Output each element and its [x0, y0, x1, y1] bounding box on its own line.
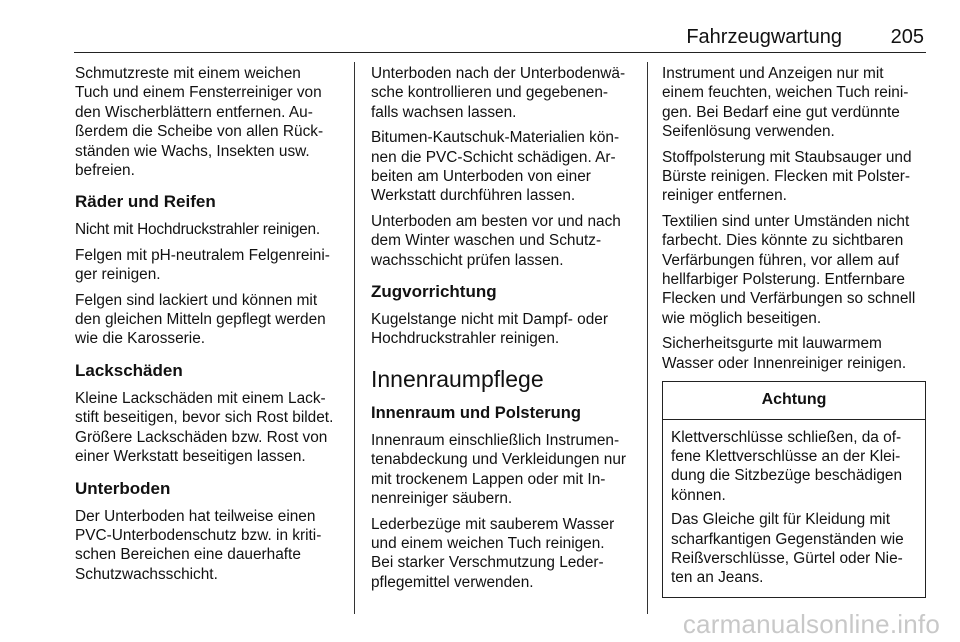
text-line: sche kontrollieren und gegebenen- [371, 84, 609, 102]
text-line: und einem weichen Tuch reinigen. [371, 534, 605, 552]
text-line: schen Bereichen eine dauerhafte [75, 546, 301, 564]
text-line: Bei starker Verschmutzung Leder- [371, 554, 604, 572]
text-line: dung die Sitzbezüge beschädigen [671, 467, 903, 485]
text-line: Größere Lackschäden bzw. Rost von [75, 428, 328, 446]
text-line: Das Gleiche gilt für Kleidung mit [671, 511, 890, 529]
text-line: wachsschicht prüfen lassen. [371, 251, 564, 269]
text-line: ständen wie Wachs, Insekten usw. [75, 142, 310, 160]
text-line: Reißverschlüsse, Gürtel oder Nie- [671, 549, 903, 567]
text-line: falls wachsen lassen. [371, 103, 517, 121]
text-line: können. [671, 486, 726, 504]
paragraph-underbody [75, 507, 345, 585]
caution-body [663, 420, 925, 597]
page-header [74, 22, 926, 52]
paragraph-seat-belts [662, 334, 928, 373]
paragraph-wiper-cleaning [75, 64, 345, 180]
text-line: PVC-Unterbodenschutz bzw. in kriti- [75, 526, 322, 544]
text-line: den gleichen Mitteln gepflegt werden [75, 311, 326, 329]
paragraph-underbody-winter [371, 212, 641, 270]
caution-paragraph-1 [671, 428, 917, 506]
text-line: gen. Bei Bedarf eine gut verdünnte [662, 103, 900, 121]
text-line: einem feuchten, weichen Tuch reini- [662, 84, 909, 102]
text-line: Flecken und Verfärbungen so schnell [662, 290, 916, 308]
text-line: ten an Jeans. [671, 569, 764, 587]
text-line: Stoffpolsterung mit Staubsauger und [662, 148, 912, 166]
text-line: Lederbezüge mit sauberem Wasser [371, 515, 615, 533]
paragraph-wheels-3 [75, 291, 345, 349]
caution-title: Achtung [663, 382, 925, 419]
text-line: Tuch und einem Fensterreiniger von [75, 84, 322, 102]
text-line: Der Unterboden hat teilweise einen [75, 507, 316, 525]
text-line: Instrument und Anzeigen nur mit [662, 65, 884, 82]
heading-towing-device: Zugvorrichtung [371, 282, 497, 302]
text-line: nenreiniger säubern. [371, 490, 513, 508]
text-line: Kleine Lackschäden mit einem Lack- [75, 389, 326, 407]
column-3 [662, 64, 928, 598]
text-line: den Wischerblättern entfernen. Au- [75, 103, 313, 121]
text-line: befreien. [75, 162, 135, 180]
paragraph-fabric-upholstery [662, 148, 928, 206]
text-line: ger reinigen. [75, 266, 161, 284]
paragraph-leather [371, 515, 641, 593]
text-line: Felgen mit pH-neutralem Felgenreini- [75, 246, 330, 264]
text-line: Bürste reinigen. Flecken mit Polster- [662, 168, 911, 186]
text-line: Kugelstange nicht mit Dampf- oder [371, 311, 608, 329]
text-line: Bitumen-Kautschuk-Materialien kön- [371, 129, 620, 147]
text-line: Unterboden nach der Unterbodenwä- [371, 65, 626, 82]
text-line: wie möglich beseitigen. [662, 309, 822, 327]
heading-interior-care: Innenraumpflege [371, 365, 544, 392]
text-line: Klettverschlüsse schließen, da of- [671, 428, 902, 446]
text-line: Textilien sind unter Umständen nicht [662, 212, 910, 230]
text-line: reiniger entfernen. [662, 187, 787, 205]
heading-interior-upholstery: Innenraum und Polsterung [371, 403, 581, 422]
paragraph-paint-damage [75, 389, 345, 467]
text-line: dem Winter waschen und Schutz- [371, 232, 602, 250]
page-title: Fahrzeugwartung [686, 26, 842, 48]
text-line: wie die Karosserie. [75, 330, 206, 348]
text-line: hellfarbiger Polsterung. Entfernbare [662, 271, 905, 289]
paragraph-towing [371, 310, 641, 349]
paragraph-underbody-check [371, 64, 641, 122]
text-line: Schmutzreste mit einem weichen [75, 65, 301, 82]
heading-underbody: Unterboden [75, 478, 171, 498]
text-line: Wasser oder Innenreiniger reinigen. [662, 354, 907, 372]
text-line: Seifenlösung verwenden. [662, 123, 835, 141]
page-number: 205 [890, 26, 924, 48]
header-rule [74, 52, 926, 53]
caution-box [662, 381, 926, 598]
heading-paint-damage: Lackschäden [75, 360, 183, 380]
text-line: scharfkantigen Gegenständen wie [671, 530, 904, 548]
text-line: Unterboden am besten vor und nach [371, 212, 621, 230]
caution-paragraph-2 [671, 510, 917, 588]
paragraph-textiles [662, 212, 928, 328]
column-2 [371, 64, 641, 598]
text-line: Schutzwachsschicht. [75, 565, 218, 583]
text-line: Hochdruckstrahler reinigen. [371, 330, 560, 348]
text-line: mit trockenem Lappen oder mit In- [371, 470, 606, 488]
text-line: Verfärbungen führen, vor allem auf [662, 251, 899, 269]
watermark: carmanualsonline.info [682, 609, 940, 639]
paragraph-wheels-2 [75, 246, 345, 285]
column-1 [75, 64, 345, 590]
text-line: beiten am Unterboden von einer [371, 168, 591, 186]
paragraph-interior-cleaning [371, 431, 641, 509]
text-line: stift beseitigen, bevor sich Rost bildet. [75, 409, 334, 427]
text-line: pflegemittel verwenden. [371, 573, 534, 591]
text-line: nen die PVC-Schicht schädigen. Ar- [371, 148, 616, 166]
text-line: farbecht. Dies könnte zu sichtbaren [662, 232, 904, 250]
column-divider-2 [647, 62, 648, 614]
paragraph-wheels-1: Nicht mit Hochdruckstrahler reinigen. [75, 221, 320, 239]
text-line: Werkstatt durchführen lassen. [371, 187, 576, 205]
heading-wheels-tyres: Räder und Reifen [75, 192, 216, 212]
paragraph-instruments [662, 64, 928, 142]
text-line: ßerdem die Scheibe von allen Rück- [75, 123, 324, 141]
text-line: fene Klettverschlüsse an der Klei- [671, 447, 901, 465]
text-line: tenabdeckung und Verkleidungen nur [371, 451, 627, 469]
paragraph-bitumen [371, 128, 641, 206]
text-line: Sicherheitsgurte mit lauwarmem [662, 335, 882, 353]
text-line: einer Werkstatt beseitigen lassen. [75, 448, 306, 466]
text-line: Innenraum einschließlich Instrumen- [371, 431, 620, 449]
column-divider-1 [354, 62, 355, 614]
text-line: Felgen sind lackiert und können mit [75, 291, 318, 309]
